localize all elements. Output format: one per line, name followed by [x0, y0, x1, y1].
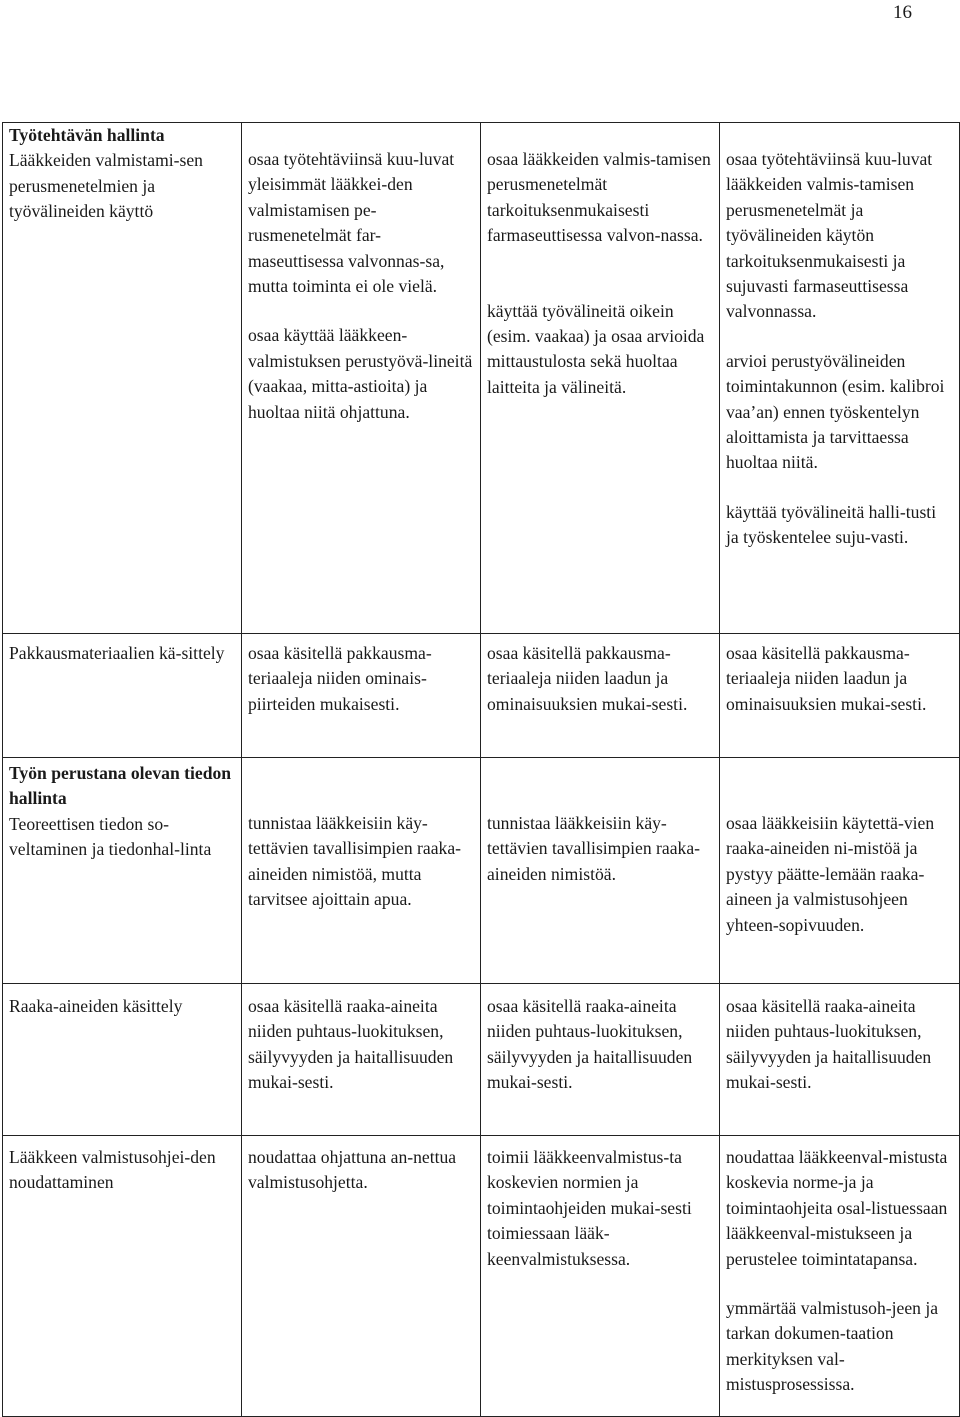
- level-text: osaa lääkkeisiin käytettä-vien raaka-aineiden ni-mistöä ja pystyy päätte-lemään raaka-aineen ja valmistusohjeen yhteen-sopivuuden.: [726, 813, 935, 935]
- level-cell-1: [242, 984, 481, 1136]
- level-text: käyttää työvälineitä halli-tusti ja työskentelee suju-vasti.: [726, 501, 937, 548]
- level-text: ymmärtää valmistusoh-jeen ja tarkan dokumen-taation merkityksen val-mistusprosessissa.: [726, 1298, 939, 1395]
- level-cell-3: [720, 1136, 960, 1417]
- criterion-cell: [3, 1136, 242, 1417]
- level-text: noudattaa lääkkeenval-mistusta koskevia norme-ja ja toimintaohjeita osal-listuessaan lääkkeenval-mistukseen ja perustelee toimintatapansa.: [726, 1147, 948, 1269]
- criterion-label: Lääkkeiden valmistami-sen perusmenetelmien ja työvälineiden käyttö: [9, 150, 203, 222]
- level-text: osaa lääkkeiden valmis-tamisen perusmenetelmät tarkoituksenmukaisesti farmaseuttisessa valvon-nassa.: [487, 149, 711, 246]
- table-row: [3, 758, 960, 984]
- table-row: [3, 634, 960, 758]
- level-text: osaa käsitellä pakkausma-teriaaleja niiden laadun ja ominaisuuksien mukai-sesti.: [726, 643, 927, 714]
- section-heading: Työtehtävän hallinta: [9, 125, 165, 145]
- criterion-cell: [3, 634, 242, 758]
- section-heading: Työn perustana olevan tiedon hallinta: [9, 763, 232, 809]
- level-cell-1: [242, 758, 481, 984]
- level-cell-2: [481, 634, 720, 758]
- level-text: arvioi perustyövälineiden toimintakunnon (esim. kalibroi vaa’an) ennen työskentelyn aloittamista ja tarvittaessa huoltaa niitä.: [726, 350, 945, 473]
- level-text: tunnistaa lääkkeisiin käy-tettävien tavallisimpien raaka-aineiden nimistöä.: [487, 813, 700, 884]
- assessment-criteria-table: [2, 122, 960, 1417]
- page-number: 16: [893, 2, 912, 23]
- level-cell-1: [242, 634, 481, 758]
- level-text: osaa käsitellä raaka-aineita niiden puhtaus-luokituksen, säilyvyyden ja haitallisuuden mukai-sesti.: [487, 996, 693, 1093]
- level-cell-2: [481, 984, 720, 1136]
- level-text: toimii lääkkeenvalmistus-ta koskevien normien ja toimintaohjeiden mukai-sesti toimiessaan lääk-keenvalmistuksessa.: [487, 1147, 692, 1269]
- criterion-cell: [3, 758, 242, 984]
- level-text: osaa työtehtäviinsä kuu-luvat yleisimmät lääkkei-den valmistamisen pe-rusmenetelmät far-maseuttisessa valvonnas-sa, mutta toiminta ei ole vielä.: [248, 149, 455, 297]
- level-cell-2: [481, 758, 720, 984]
- level-cell-3: [720, 123, 960, 634]
- level-text: osaa käsitellä pakkausma-teriaaleja niiden laadun ja ominaisuuksien mukai-sesti.: [487, 643, 688, 714]
- criterion-label: Lääkkeen valmistusohjei-den noudattaminen: [9, 1147, 216, 1193]
- criterion-label: Pakkausmateriaalien kä-sittely: [9, 643, 225, 663]
- level-text: osaa työtehtäviinsä kuu-luvat lääkkeiden valmis-tamisen perusmenetelmät ja työvälineiden käytön tarkoituksenmukaisesti ja sujuvasti farmaseuttisessa valvonnassa.: [726, 149, 933, 322]
- level-cell-2: [481, 1136, 720, 1417]
- level-text: osaa käsitellä raaka-aineita niiden puhtaus-luokituksen, säilyvyyden ja haitallisuuden mukai-sesti.: [726, 996, 932, 1093]
- level-text: tunnistaa lääkkeisiin käy-tettävien tavallisimpien raaka-aineiden nimistöä, mutta tarvitsee ajoittain apua.: [248, 813, 461, 910]
- level-text: käyttää työvälineitä oikein (esim. vaakaa) ja osaa arvioida mittaustulosta sekä huoltaa laitteita ja välineitä.: [487, 300, 705, 397]
- level-text: noudattaa ohjattuna an-nettua valmistusohjetta.: [248, 1147, 457, 1193]
- criterion-label: Raaka-aineiden käsittely: [9, 996, 183, 1016]
- level-cell-2: [481, 123, 720, 634]
- level-cell-3: [720, 634, 960, 758]
- table-row: [3, 1136, 960, 1417]
- criterion-cell: [3, 984, 242, 1136]
- table-row: [3, 984, 960, 1136]
- level-cell-1: [242, 123, 481, 634]
- criterion-label: Teoreettisen tiedon so-veltaminen ja tiedonhal-linta: [9, 813, 212, 860]
- level-cell-1: [242, 1136, 481, 1417]
- level-cell-3: [720, 984, 960, 1136]
- level-cell-3: [720, 758, 960, 984]
- table-row: [3, 123, 960, 634]
- criterion-cell: [3, 123, 242, 634]
- level-text: osaa käsitellä raaka-aineita niiden puhtaus-luokituksen, säilyvyyden ja haitallisuuden mukai-sesti.: [248, 996, 454, 1093]
- level-text: osaa käsitellä pakkausma-teriaaleja niiden ominais-piirteiden mukaisesti.: [248, 643, 432, 714]
- level-text: osaa käyttää lääkkeen-valmistuksen perustyövä-lineitä (vaakaa, mitta-astioita) ja huoltaa niitä ohjattuna.: [248, 325, 473, 422]
